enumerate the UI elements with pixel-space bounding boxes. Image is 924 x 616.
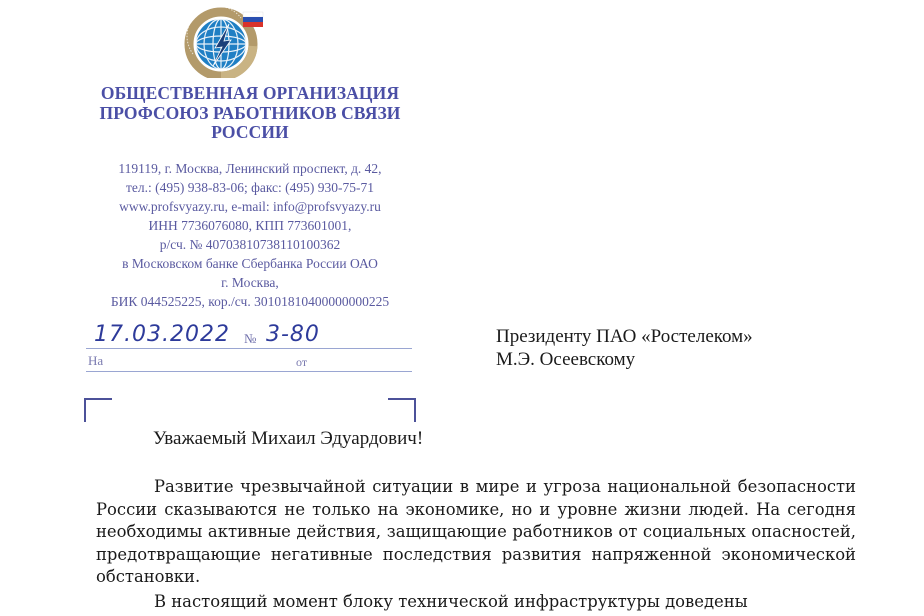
subject-corner-left — [84, 398, 112, 422]
addressee-position: Президенту ПАО «Ростелеком» — [496, 326, 753, 347]
letter-number: 3-80 — [266, 322, 320, 347]
union-globe-logo-icon — [183, 6, 267, 78]
salutation: Уважаемый Михаил Эдуардович! — [153, 428, 424, 449]
org-name-line: ОБЩЕСТВЕННАЯ ОРГАНИЗАЦИЯ — [100, 83, 400, 103]
number-sign: № — [244, 331, 257, 346]
addressee-name: М.Э. Осеевскому — [496, 349, 636, 370]
account-line: р/сч. № 40703810738110100362 — [159, 237, 341, 252]
body-paragraph: Развитие чрезвычайной ситуации в мире и угроза национальной безопасности России сказываются не только на экономике, но и уровне жизни людей. На сегодня необходимы активные действия, защищающие работников от социальных опасностей, предотвращающие негативные последствия развития напряженной экономической обстановки. — [96, 477, 856, 586]
address-line: 119119, г. Москва, Ленинский проспект, д. 42, — [118, 161, 382, 176]
reply-ref-line — [86, 349, 412, 372]
organization-details — [80, 159, 420, 311]
bank-city-line: г. Москва, — [221, 275, 279, 290]
body-paragraph: В настоящий момент блоку технической инфраструктуры доведены — [154, 591, 748, 611]
org-name-line: РОССИИ — [211, 122, 289, 142]
outgoing-ref-line — [86, 322, 412, 349]
addressee — [496, 325, 753, 371]
reference-block — [86, 322, 412, 372]
letter-body — [96, 476, 856, 613]
subject-corner-right — [388, 398, 416, 422]
bank-line: в Московском банке Сбербанка России ОАО — [122, 256, 378, 271]
from-label: от — [296, 355, 308, 369]
reply-to-label: На — [88, 353, 104, 368]
organization-name — [80, 84, 420, 143]
phone-fax-line: тел.: (495) 938-83-06; факс: (495) 930-75-71 — [125, 180, 375, 195]
letter-date: 17.03.2022 — [94, 322, 230, 347]
org-name-line: ПРОФСОЮЗ РАБОТНИКОВ СВЯЗИ — [99, 102, 401, 123]
bik-line: БИК 044525225, кор./сч. 30101810400000000225 — [110, 294, 390, 309]
web-email-line: www.profsvyazy.ru, e-mail: info@profsvyazy.ru — [119, 199, 381, 214]
inn-kpp-line: ИНН 7736076080, КПП 773601001, — [148, 218, 352, 233]
